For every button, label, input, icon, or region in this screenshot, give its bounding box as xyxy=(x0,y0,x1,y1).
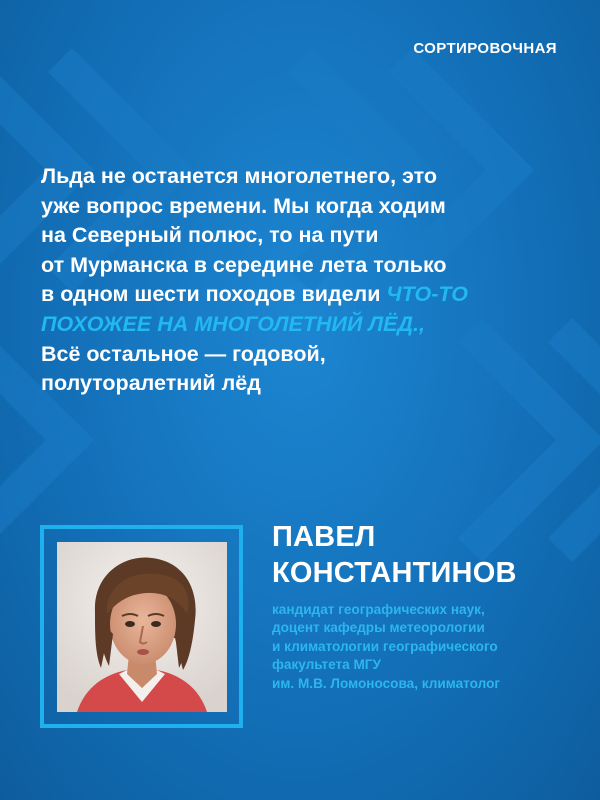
bio-line: факультета МГУ xyxy=(272,657,381,673)
bio-line: кандидат географических наук, xyxy=(272,602,485,617)
portrait-illustration xyxy=(57,542,227,712)
quote-line: от Мурманска в середине лета только xyxy=(41,252,447,277)
quote-line xyxy=(41,280,571,310)
speaker-photo xyxy=(57,542,227,712)
speaker-bio xyxy=(272,601,582,693)
quote-highlight: ПОХОЖЕЕ НА МНОГОЛЕТНИЙ ЛЁД., xyxy=(41,311,425,336)
quote-line: Льда не останется многолетнего, это xyxy=(41,164,438,188)
quote-line: полуторалетний лёд xyxy=(41,371,261,396)
speaker-name xyxy=(272,519,517,591)
bio-line: им. М.В. Ломоносова, климатолог xyxy=(272,675,501,691)
quote-line: на Северный полюс, то на пути xyxy=(41,223,379,248)
bio-line: и климатологии географического xyxy=(272,638,498,654)
quote-line xyxy=(41,310,571,340)
bio-line: доцент кафедры метеорологии xyxy=(272,620,485,636)
speaker-first-name: ПАВЕЛ xyxy=(272,521,376,553)
quote-highlight: ЧТО-ТО xyxy=(386,282,468,307)
quote-line: уже вопрос времени. Мы когда ходим xyxy=(41,193,446,218)
speaker-last-name: КОНСТАНТИНОВ xyxy=(272,557,517,589)
quote-line-start: в одном шести походов видели xyxy=(41,282,381,307)
quote-text xyxy=(41,162,571,399)
quote-line: Всё остальное — годовой, xyxy=(41,341,326,366)
brand-name: СОРТИРОВОЧНАЯ xyxy=(413,40,557,57)
